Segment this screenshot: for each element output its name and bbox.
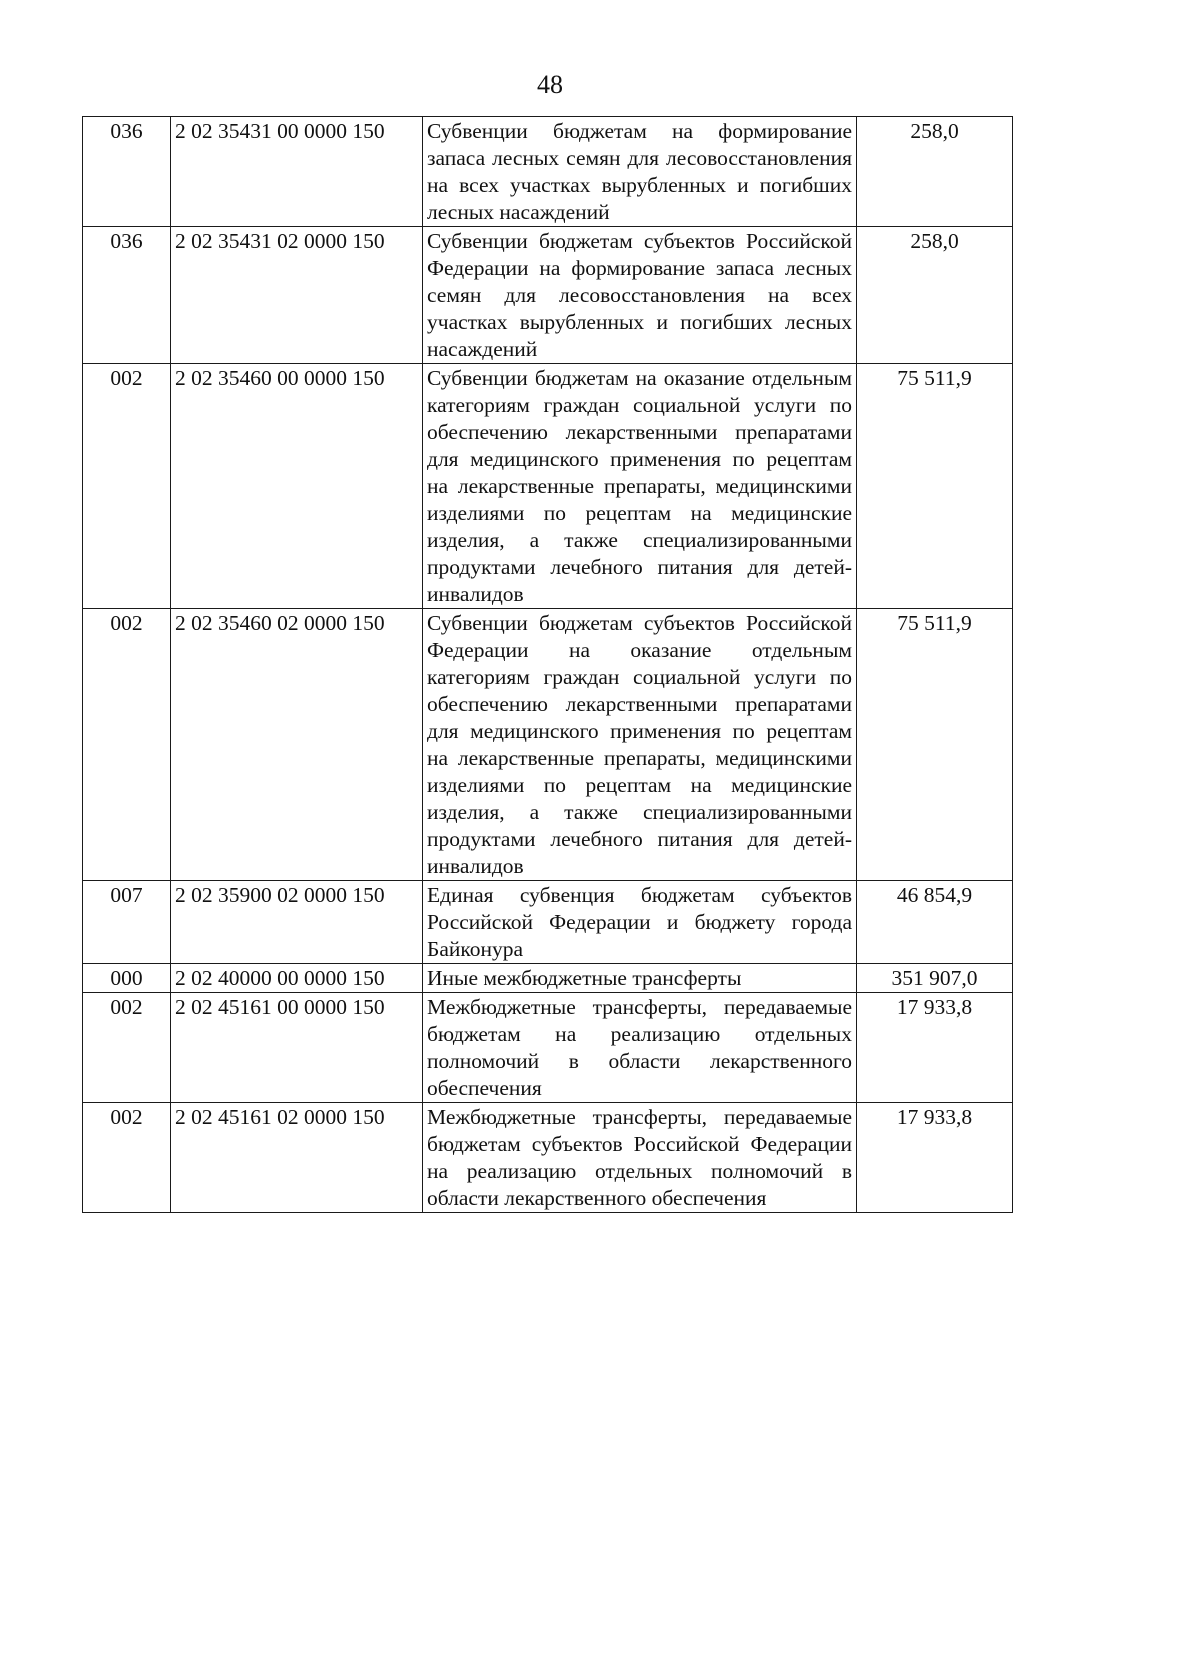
amount-cell: 351 907,0 [857,964,1013,993]
revenue-name-cell: Субвенции бюджетам субъектов Российской Федерации на формирование запаса лесных семян для лесовосстановления на всех участках вырубленных и погибших лесных насаждений [423,227,857,364]
amount-cell: 258,0 [857,117,1013,227]
amount-cell: 75 511,9 [857,364,1013,609]
admin-code-cell: 002 [83,993,171,1103]
revenue-code-cell: 2 02 40000 00 0000 150 [171,964,423,993]
table-row [83,1103,1013,1213]
admin-code-cell: 007 [83,881,171,964]
revenue-code-cell: 2 02 45161 00 0000 150 [171,993,423,1103]
revenue-name-cell: Межбюджетные трансферты, передаваемые бюджетам на реализацию отдельных полномочий в области лекарственного обеспечения [423,993,857,1103]
revenue-code-cell: 2 02 35431 02 0000 150 [171,227,423,364]
admin-code-cell: 000 [83,964,171,993]
table-row [83,117,1013,227]
revenue-code-cell: 2 02 45161 02 0000 150 [171,1103,423,1213]
budget-revenue-table [82,116,1013,1213]
page-number: 48 [537,70,563,99]
revenue-code-cell: 2 02 35900 02 0000 150 [171,881,423,964]
table-row [83,993,1013,1103]
amount-cell: 17 933,8 [857,1103,1013,1213]
amount-cell: 17 933,8 [857,993,1013,1103]
table-row [83,609,1013,881]
revenue-name-cell: Субвенции бюджетам на формирование запаса лесных семян для лесовосстановления на всех участках вырубленных и погибших лесных насаждений [423,117,857,227]
amount-cell: 46 854,9 [857,881,1013,964]
table-row [83,364,1013,609]
admin-code-cell: 036 [83,117,171,227]
admin-code-cell: 002 [83,609,171,881]
admin-code-cell: 036 [83,227,171,364]
revenue-name-cell: Иные межбюджетные трансферты [423,964,857,993]
table-row [83,227,1013,364]
revenue-code-cell: 2 02 35460 00 0000 150 [171,364,423,609]
revenue-code-cell: 2 02 35431 00 0000 150 [171,117,423,227]
admin-code-cell: 002 [83,1103,171,1213]
revenue-name-cell: Единая субвенция бюджетам субъектов Российской Федерации и бюджету города Байконура [423,881,857,964]
admin-code-cell: 002 [83,364,171,609]
table-row [83,964,1013,993]
revenue-name-cell: Субвенции бюджетам на оказание отдельным категориям граждан социальной услуги по обеспечению лекарственными препаратами для медицинского применения по рецептам на лекарственные препараты, медицинскими изделиями по рецептам на медицинские изделия, а также специализированными продуктами лечебного питания для детей-инвалидов [423,364,857,609]
table-row [83,881,1013,964]
amount-cell: 258,0 [857,227,1013,364]
amount-cell: 75 511,9 [857,609,1013,881]
revenue-name-cell: Межбюджетные трансферты, передаваемые бюджетам субъектов Российской Федерации на реализацию отдельных полномочий в области лекарственного обеспечения [423,1103,857,1213]
revenue-name-cell: Субвенции бюджетам субъектов Российской Федерации на оказание отдельным категориям граждан социальной услуги по обеспечению лекарственными препаратами для медицинского применения по рецептам на лекарственные препараты, медицинскими изделиями по рецептам на медицинские изделия, а также специализированными продуктами лечебного питания для детей-инвалидов [423,609,857,881]
revenue-code-cell: 2 02 35460 02 0000 150 [171,609,423,881]
